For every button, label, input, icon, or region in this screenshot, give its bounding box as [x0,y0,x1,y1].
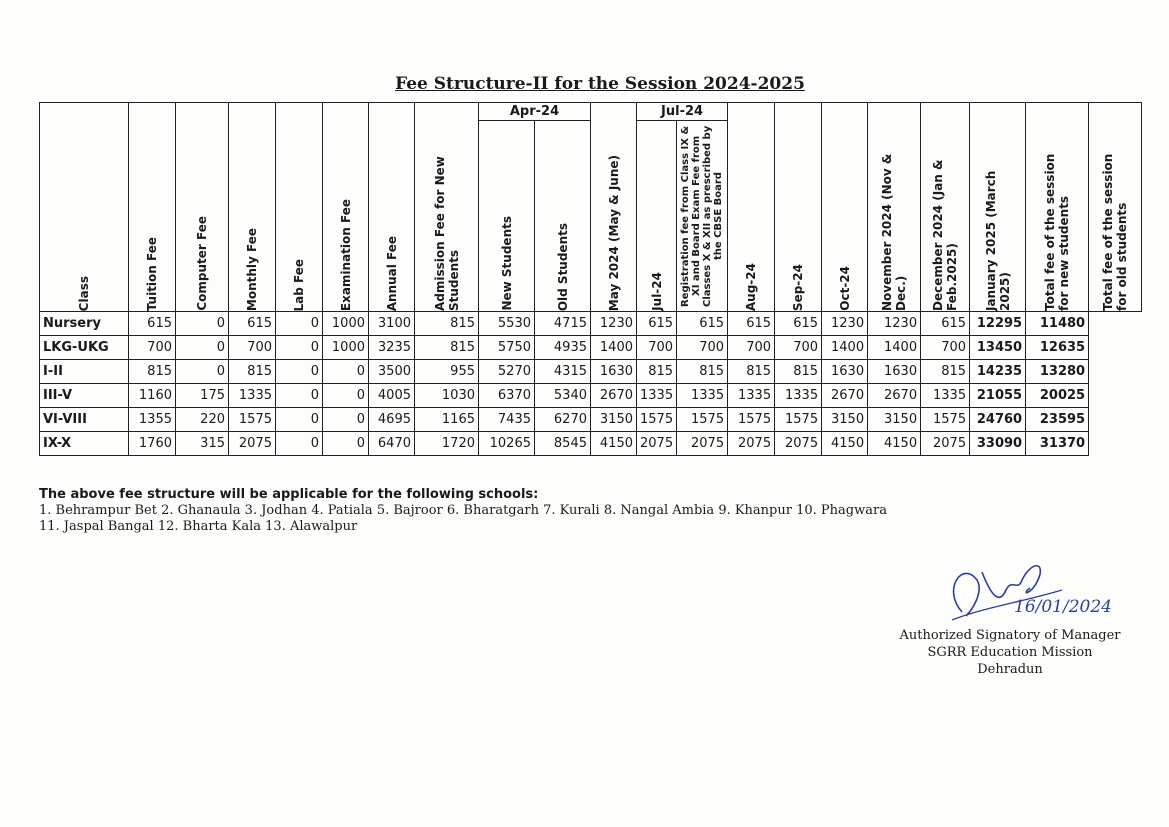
header-apr-24-group: Apr-24 [479,103,591,121]
cell-aug: 615 [677,312,728,336]
cell-annual: 4005 [369,384,415,408]
cell-tuition: 1160 [129,384,176,408]
cell-jan: 2075 [921,432,970,456]
cell-admission: 1030 [415,384,479,408]
header-annual-fee: Annual Fee [369,103,415,312]
cell-nov: 1630 [822,360,868,384]
cell-monthly: 615 [229,312,276,336]
cell-exam: 0 [323,432,369,456]
cell-class: IX-X [40,432,129,456]
cell-jul: 1575 [637,408,677,432]
handwritten-signature [922,550,1112,630]
header-november-2024: November 2024 (Nov & Dec.) [868,103,921,312]
signatory-block [890,627,1130,678]
cell-admission: 1720 [415,432,479,456]
cell-total-old: 20025 [1026,384,1089,408]
schools-note-heading: The above fee structure will be applicable for the following schools: [39,487,539,502]
page-title: Fee Structure-II for the Session 2024-2025 [395,74,805,94]
header-jul-24-group: Jul-24 [637,103,728,121]
cell-total-new: 12295 [970,312,1026,336]
cell-lab: 0 [276,432,323,456]
cell-class: III-V [40,384,129,408]
cell-may: 3150 [591,408,637,432]
cell-monthly: 815 [229,360,276,384]
table-row [40,336,1142,360]
cell-total-new: 33090 [970,432,1026,456]
signatory-city: Dehradun [977,662,1043,677]
cell-exam: 0 [323,384,369,408]
header-admission-fee: Admission Fee for New Students [415,103,479,312]
cell-oct: 700 [775,336,822,360]
schools-list-line-2: 11. Jaspal Bangal 12. Bharta Kala 13. Alawalpur [39,519,358,534]
cell-oct: 2075 [775,432,822,456]
cell-new: 6370 [479,384,535,408]
cell-tuition: 815 [129,360,176,384]
cell-exam: 0 [323,408,369,432]
cell-aug: 700 [677,336,728,360]
cell-class: LKG-UKG [40,336,129,360]
fee-structure-table [39,102,1142,456]
cell-sep: 1335 [728,384,775,408]
header-may-2024: May 2024 (May & June) [591,103,637,312]
cell-annual: 3235 [369,336,415,360]
cell-class: VI-VIII [40,408,129,432]
cell-total-new: 14235 [970,360,1026,384]
cell-tuition: 615 [129,312,176,336]
cell-may: 1230 [591,312,637,336]
cell-nov: 4150 [822,432,868,456]
cell-computer: 220 [176,408,229,432]
table-row [40,360,1142,384]
cell-aug: 1575 [677,408,728,432]
cell-oct: 1575 [775,408,822,432]
cell-oct: 1335 [775,384,822,408]
cell-lab: 0 [276,408,323,432]
cell-old: 4315 [535,360,591,384]
table-row [40,384,1142,408]
cell-exam: 1000 [323,336,369,360]
cell-tuition: 1355 [129,408,176,432]
header-total-old: Total fee of the session for old students [1089,103,1142,312]
cell-exam: 1000 [323,312,369,336]
cell-jan: 700 [921,336,970,360]
cell-monthly: 1335 [229,384,276,408]
cell-old: 5340 [535,384,591,408]
table-row [40,312,1142,336]
header-jul-24: Jul-24 [637,121,677,312]
cell-sep: 2075 [728,432,775,456]
header-new-students: New Students [479,121,535,312]
cell-aug: 815 [677,360,728,384]
cell-sep: 615 [728,312,775,336]
cell-may: 1630 [591,360,637,384]
cell-old: 8545 [535,432,591,456]
table-row [40,408,1142,432]
cell-annual: 3100 [369,312,415,336]
cell-computer: 315 [176,432,229,456]
cell-computer: 0 [176,360,229,384]
cell-total-old: 13280 [1026,360,1089,384]
header-sep-24: Sep-24 [775,103,822,312]
header-lab-fee: Lab Fee [276,103,323,312]
cell-total-new: 13450 [970,336,1026,360]
cell-admission: 955 [415,360,479,384]
cell-tuition: 700 [129,336,176,360]
cell-nov: 3150 [822,408,868,432]
cell-monthly: 1575 [229,408,276,432]
registration-note: Registration fee from Class IX & XI and Board Exam Fee from Classes X & XII as prescribed by the CBSE Board [680,125,725,307]
cell-old: 6270 [535,408,591,432]
cell-new: 5750 [479,336,535,360]
cell-sep: 815 [728,360,775,384]
cell-admission: 815 [415,312,479,336]
cell-monthly: 2075 [229,432,276,456]
cell-nov: 2670 [822,384,868,408]
cell-oct: 615 [775,312,822,336]
cell-aug: 2075 [677,432,728,456]
cell-may: 1400 [591,336,637,360]
cell-jan: 815 [921,360,970,384]
cell-admission: 1165 [415,408,479,432]
cell-jul: 2075 [637,432,677,456]
header-aug-24: Aug-24 [728,103,775,312]
header-monthly-fee: Monthly Fee [229,103,276,312]
cell-class: I-II [40,360,129,384]
cell-aug: 1335 [677,384,728,408]
cell-computer: 0 [176,336,229,360]
header-class: Class [40,103,129,312]
cell-dec: 4150 [868,432,921,456]
cell-annual: 3500 [369,360,415,384]
cell-dec: 3150 [868,408,921,432]
cell-nov: 1230 [822,312,868,336]
cell-lab: 0 [276,384,323,408]
cell-jul: 815 [637,360,677,384]
cell-annual: 6470 [369,432,415,456]
cell-new: 10265 [479,432,535,456]
cell-old: 4715 [535,312,591,336]
header-january-2025: January 2025 (March 2025) [970,103,1026,312]
cell-computer: 0 [176,312,229,336]
cell-lab: 0 [276,336,323,360]
cell-jul: 615 [637,312,677,336]
cell-jul: 700 [637,336,677,360]
schools-list [39,503,1039,535]
table-row [40,432,1142,456]
header-computer-fee: Computer Fee [176,103,229,312]
cell-new: 7435 [479,408,535,432]
cell-lab: 0 [276,360,323,384]
header-december-2024: December 2024 (Jan & Feb.2025) [921,103,970,312]
cell-annual: 4695 [369,408,415,432]
cell-total-old: 23595 [1026,408,1089,432]
cell-jul: 1335 [637,384,677,408]
cell-nov: 1400 [822,336,868,360]
cell-may: 2670 [591,384,637,408]
cell-class: Nursery [40,312,129,336]
header-total-new: Total fee of the session for new students [1026,103,1089,312]
header-tuition-fee: Tuition Fee [129,103,176,312]
header-oct-24: Oct-24 [822,103,868,312]
cell-total-new: 24760 [970,408,1026,432]
cell-total-old: 12635 [1026,336,1089,360]
cell-dec: 1400 [868,336,921,360]
cell-sep: 700 [728,336,775,360]
fee-table-body [40,312,1142,456]
cell-oct: 815 [775,360,822,384]
signatory-organization: SGRR Education Mission [927,645,1093,660]
cell-jan: 1335 [921,384,970,408]
cell-total-old: 11480 [1026,312,1089,336]
cell-monthly: 700 [229,336,276,360]
cell-admission: 815 [415,336,479,360]
cell-total-new: 21055 [970,384,1026,408]
header-old-students: Old Students [535,121,591,312]
schools-list-line-1: 1. Behrampur Bet 2. Ghanaula 3. Jodhan 4. Patiala 5. Bajroor 6. Bharatgarh 7. Kurali 8. Nangal Ambia 9. Khanpur 10. Phagwara [39,503,887,518]
cell-jan: 1575 [921,408,970,432]
header-examination-fee: Examination Fee [323,103,369,312]
cell-computer: 175 [176,384,229,408]
signatory-title: Authorized Signatory of Manager [899,628,1121,643]
cell-tuition: 1760 [129,432,176,456]
cell-exam: 0 [323,360,369,384]
signature-date: 16/01/2024 [1014,597,1112,617]
cell-lab: 0 [276,312,323,336]
cell-total-old: 31370 [1026,432,1089,456]
cell-may: 4150 [591,432,637,456]
cell-new: 5270 [479,360,535,384]
registration-note-cell [677,121,728,312]
cell-old: 4935 [535,336,591,360]
cell-jan: 615 [921,312,970,336]
cell-dec: 1230 [868,312,921,336]
cell-new: 5530 [479,312,535,336]
cell-sep: 1575 [728,408,775,432]
cell-dec: 1630 [868,360,921,384]
cell-dec: 2670 [868,384,921,408]
